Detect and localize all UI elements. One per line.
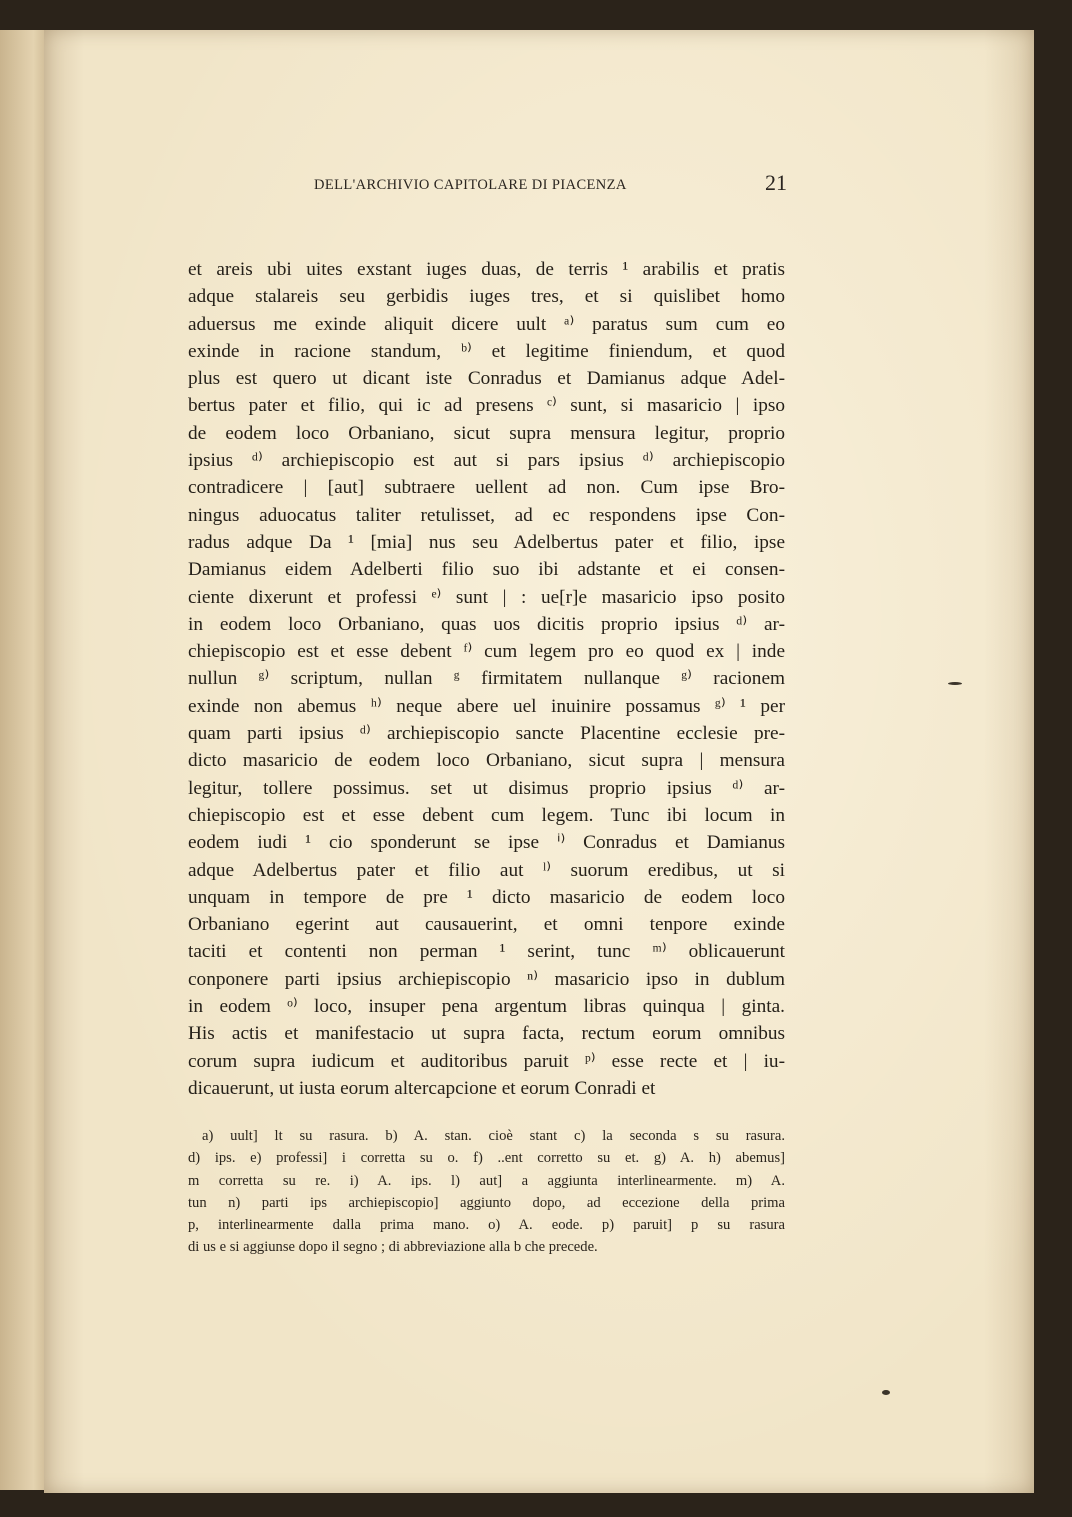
text-line: eodem iudi ¹ cio sponderunt se ipse ⁱ⁾ Conradus et Damianus (188, 832, 785, 854)
text-line: taciti et contenti non perman ¹ serint, tunc ᵐ⁾ oblicauerunt (188, 941, 785, 963)
text-line: Damianus eidem Adelberti filio suo ibi adstante et ei consen- (188, 559, 785, 581)
text-line: adque Adelbertus pater et filio aut ˡ⁾ suorum eredibus, ut si (188, 859, 785, 881)
text-line: His actis et manifestacio ut supra facta, rectum eorum omnibus (188, 1023, 785, 1045)
text-line: quam parti ipsius ᵈ⁾ archiepiscopio sancte Placentine ecclesie pre- (188, 723, 785, 745)
text-line: nullun ᵍ⁾ scriptum, nullan ᵍ firmitatem nullanque ᵍ⁾ racionem (188, 668, 785, 690)
text-line: exinde in racione standum, ᵇ⁾ et legitime finiendum, et quod (188, 340, 785, 362)
text-line: ningus aduocatus taliter retulisset, ad ec respondens ipse Con- (188, 504, 785, 526)
footnote-line: a) uult] lt su rasura. b) A. stan. cioè stant c) la seconda s su rasura. (202, 1128, 785, 1144)
text-line: dicauerunt, ut iusta eorum altercapcione et eorum Conradi et (188, 1077, 656, 1099)
text-line: chiepiscopio est et esse debent cum legem. Tunc ibi locum in (188, 804, 785, 826)
footnote-line: di us e si aggiunse dopo il segno ; di abbreviazione alla b che precede. (188, 1239, 598, 1256)
footnote-line: p, interlinearmente dalla prima mano. o) A. eode. p) paruit] p su rasura (188, 1217, 785, 1234)
text-line: aduersus me exinde aliquit dicere uult ᵃ⁾ paratus sum cum eo (188, 313, 785, 335)
running-head: DELL'ARCHIVIO CAPITOLARE DI PIACENZA (314, 177, 627, 193)
text-line: in eodem loco Orbaniano, quas uos dicitis proprio ipsius ᵈ⁾ ar- (188, 613, 785, 635)
text-line: ciente dixerunt et professi ᵉ⁾ sunt | : ue[r]e masaricio ipso posito (188, 586, 785, 608)
page-number: 21 (765, 170, 787, 195)
facing-page-edge (0, 30, 49, 1490)
text-line: conponere parti ipsius archiepiscopio ⁿ⁾ masaricio ipso in dublum (188, 968, 785, 990)
text-line: bertus pater et filio, qui ic ad presens ᶜ⁾ sunt, si masaricio | ipso (188, 395, 785, 417)
ink-spot (948, 682, 962, 685)
main-text-block (188, 256, 785, 1102)
footnote-line: tun n) parti ips archiepiscopio] aggiunto dopo, ad eccezione della prima (188, 1194, 785, 1211)
text-line: dicto masaricio de eodem loco Orbaniano, sicut supra | mensura (188, 750, 785, 772)
text-line: ipsius ᵈ⁾ archiepiscopio est aut si pars ipsius ᵈ⁾ archiepiscopio (188, 450, 785, 472)
footnotes-block (188, 1125, 785, 1259)
text-line: de eodem loco Orbaniano, sicut supra mensura legitur, proprio (188, 422, 785, 444)
footnote-line: m corretta su re. i) A. ips. l) aut] a aggiunta interlinearmente. m) A. (188, 1172, 785, 1189)
page-header (272, 170, 787, 200)
ink-spot (882, 1390, 890, 1395)
text-line: plus est quero ut dicant iste Conradus et Damianus adque Adel- (188, 368, 785, 390)
text-line: adque stalareis seu gerbidis iuges tres, et si quislibet homo (188, 286, 785, 308)
text-line: corum supra iudicum et auditoribus paruit ᵖ⁾ esse recte et | iu- (188, 1050, 785, 1072)
text-line: chiepiscopio est et esse debent ᶠ⁾ cum legem pro eo quod ex | inde (188, 641, 785, 663)
text-line: exinde non abemus ʰ⁾ neque abere uel inuinire possamus ᵍ⁾ ¹ per (188, 695, 785, 717)
text-line: et areis ubi uites exstant iuges duas, de terris ¹ arabilis et pratis (188, 259, 785, 280)
text-line: unquam in tempore de pre ¹ dicto masaricio de eodem loco (188, 886, 785, 908)
text-line: legitur, tollere possimus. set ut disimus proprio ipsius ᵈ⁾ ar- (188, 777, 785, 799)
text-line: contradicere | [aut] subtraere uellent ad non. Cum ipse Bro- (188, 477, 785, 499)
text-line: Orbaniano egerint aut causauerint, et omni tenpore exinde (188, 914, 785, 936)
footnote-line: d) ips. e) professi] i corretta su o. f) ..ent corretto su et. g) A. h) abemus] (188, 1150, 785, 1167)
text-line: radus adque Da ¹ [mia] nus seu Adelbertus pater et filio, ipse (188, 531, 785, 553)
text-line: in eodem ᵒ⁾ loco, insuper pena argentum libras quinqua | ginta. (188, 996, 785, 1018)
